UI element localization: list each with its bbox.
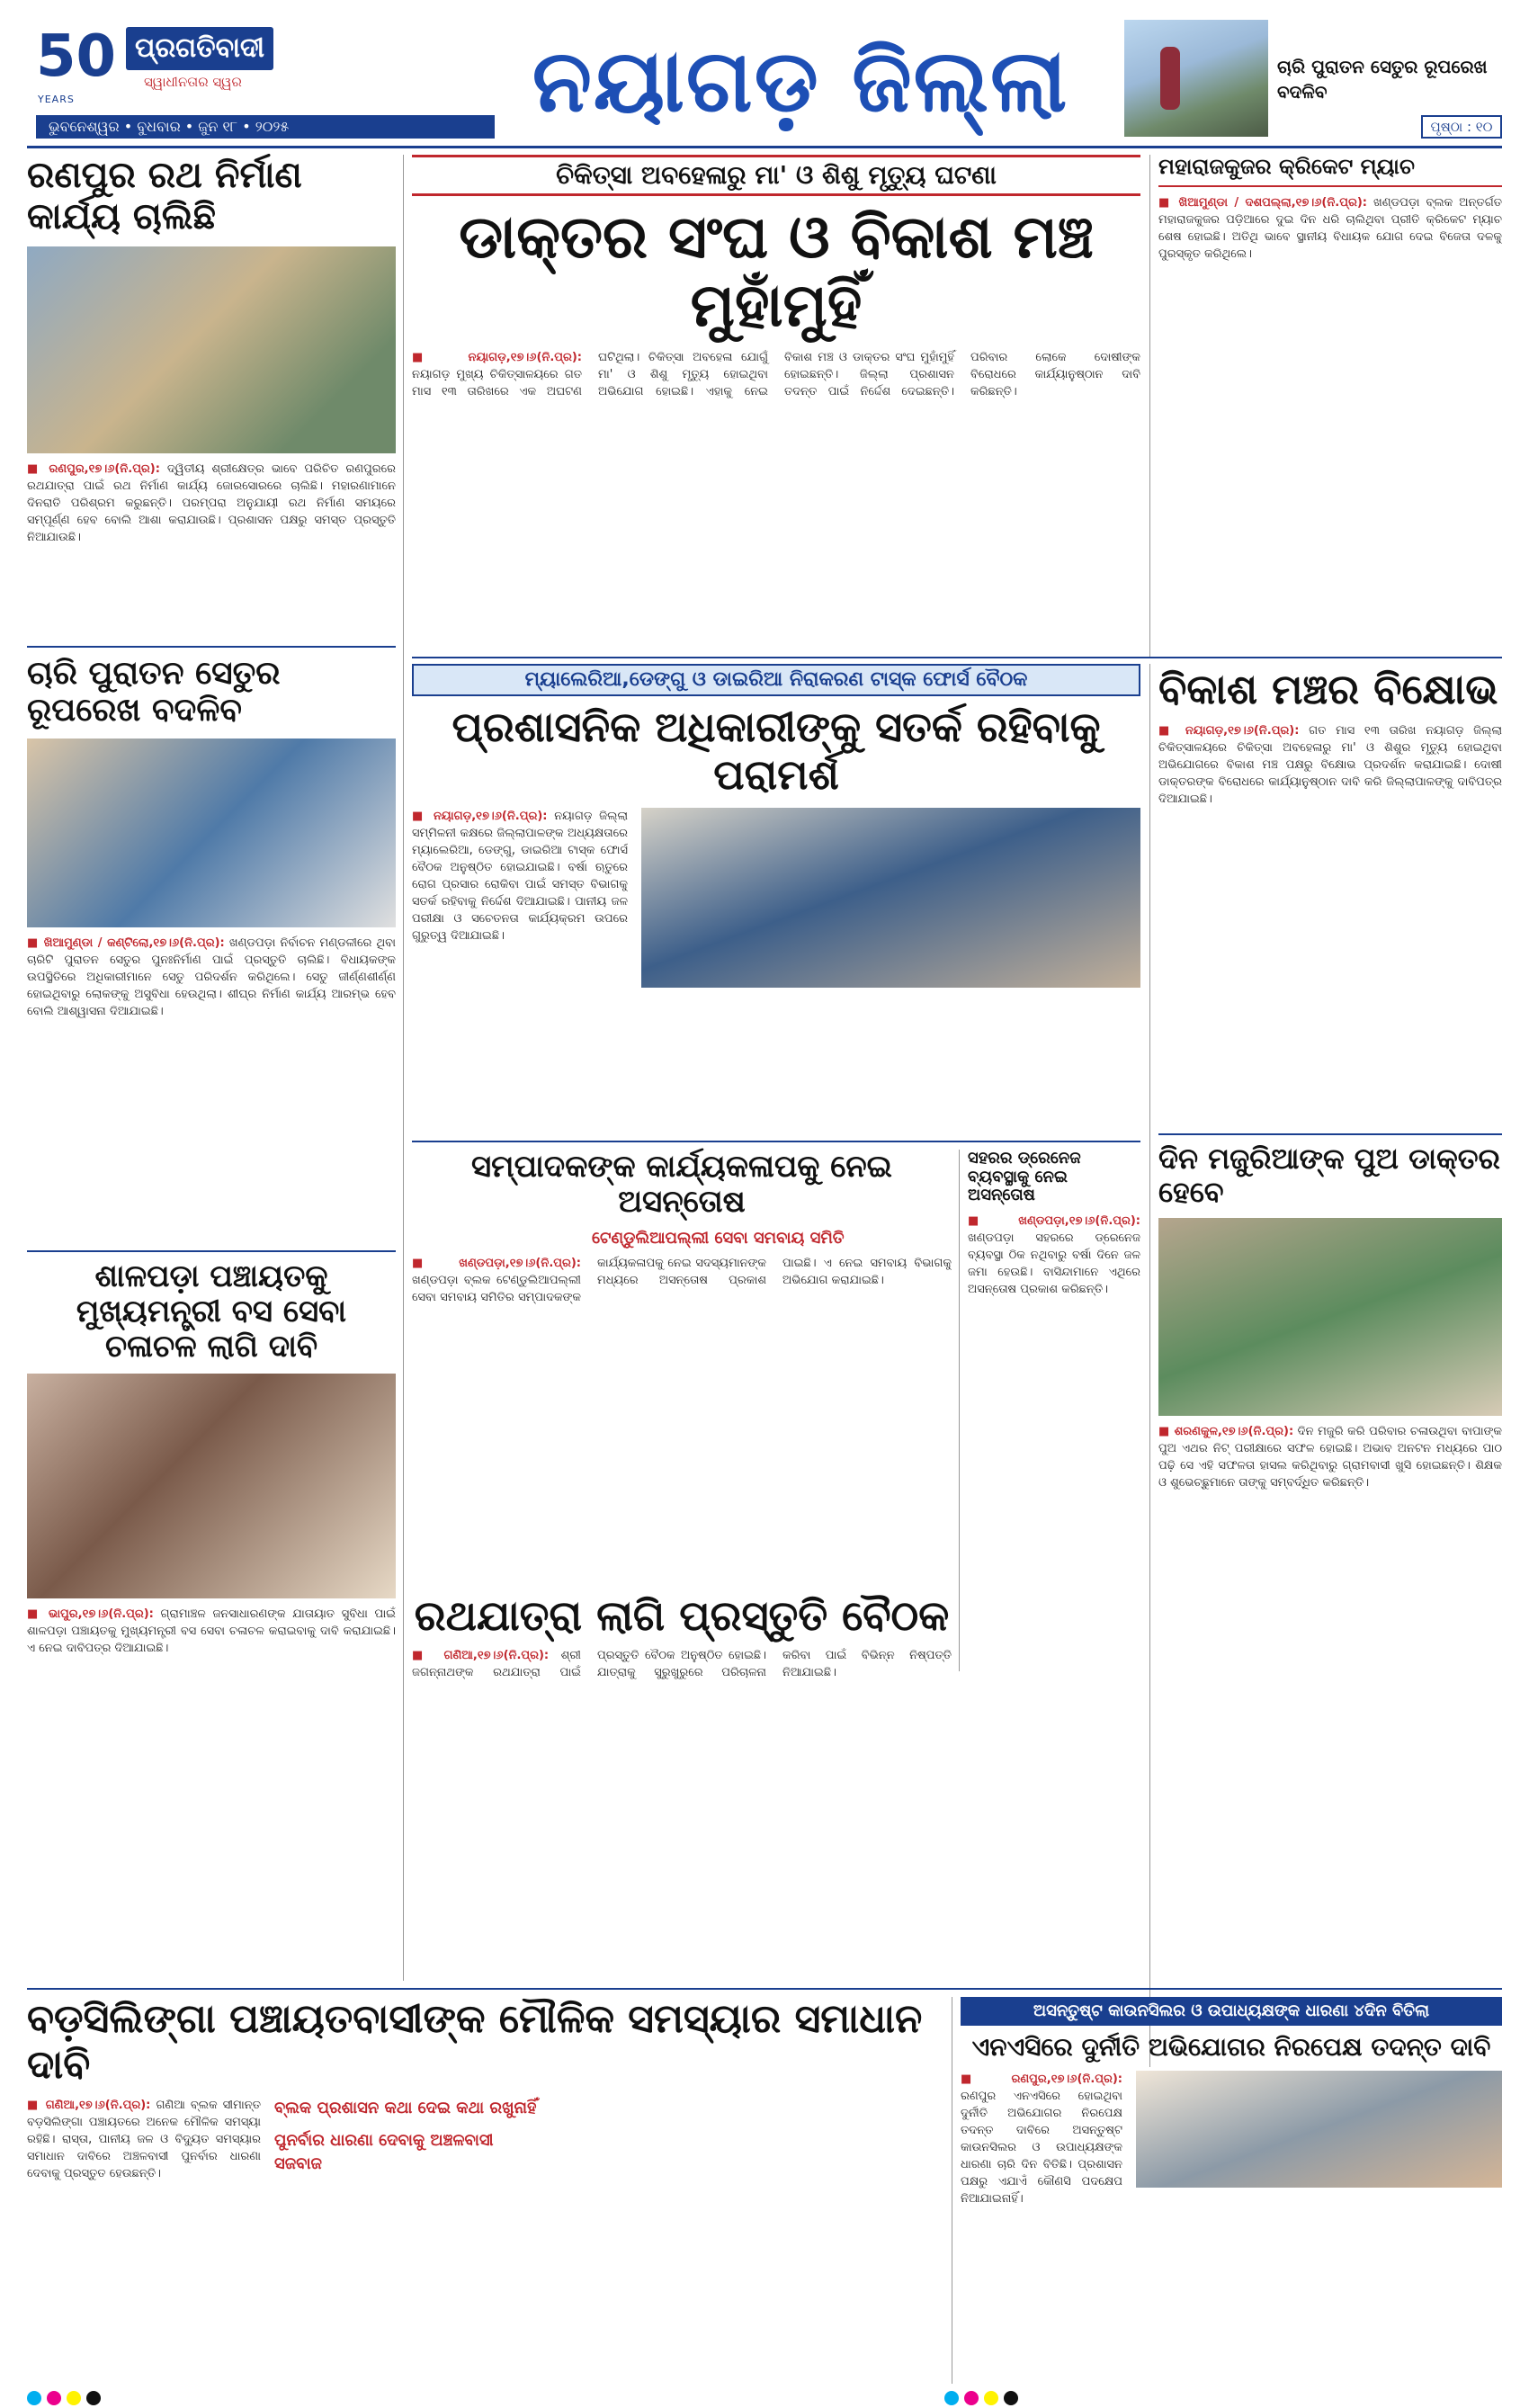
headline: ବିକାଶ ମଞ୍ଚର ବିକ୍ଷୋଭ [1158,665,1498,713]
story-badasilinga [27,1997,944,2408]
headline: ଏନଏସିରେ ଦୁର୍ନୀତି ଅଭିଯୋଗର ନିରପେକ୍ଷ ତଦନ୍ତ ଦାବି [971,2032,1491,2062]
sub-kicker: ଟେଣ୍ଡୁଲିଆପଲ୍ଲୀ ସେବା ସମବାୟ ସମିତି [592,1229,845,1249]
story-malaria [412,664,1140,1222]
story-body [412,1255,952,1525]
yellow-mark [984,2391,998,2405]
bridge-inspection-photo [27,739,396,927]
story-council [961,1997,1502,2359]
paper-tagline: ସ୍ୱାଧୀନତାର ସ୍ୱର [144,74,242,90]
byline: ■ ନୟାଗଡ଼,୧୭।୬(ନି.ପ୍ର): [1158,723,1300,738]
byline: ■ ଗଣିଆ,୧୭।୬(ନି.ପ୍ର): [27,2099,151,2113]
logo-years: YEARS [38,94,75,105]
byline: ■ ଶରଣକୁଳ,୧୭।୬(ନି.ପ୍ର): [1158,1424,1294,1438]
divider [27,646,396,648]
body-text: ଗଣିଆ ବ୍ଲକ ସୀମାନ୍ତ ବଡ଼ସିଲିଙ୍ଗା ପଞ୍ଚାୟତରେ ଅନେକ ମୌଳିକ ସମସ୍ୟା ରହିଛି। ରାସ୍ତା, ପାନୀୟ ଜଳ ଓ ବିଦ୍ୟୁତ ସମସ୍ୟାର ସମାଧାନ ଦାବିରେ ଅଞ୍ଚଳବାସୀ ପୁନର୍ବାର ଧାରଣା ଦେବାକୁ ପ୍ରସ୍ତୁତ ହେଉଛନ୍ତି। [27,2099,261,2181]
cyan-mark [944,2391,959,2405]
body-text: ଦିନ ମଜୁରି କରି ପରିବାର ଚଳାଉଥିବା ବାପାଙ୍କ ପୁଅ ଏଥର ନିଟ୍ ପରୀକ୍ଷାରେ ସଫଳ ହୋଇଛି। ଅଭାବ ଅନଟନ ମଧ୍ୟରେ ପାଠ ପଢ଼ି ସେ ଏହି ସଫଳତା ହାସଲ କରିଥିବାରୁ ଗ୍ରାମବାସୀ ଖୁସି ହୋଇଛନ୍ତି। ଶିକ୍ଷକ ଓ ଶୁଭେଚ୍ଛୁମାନେ ତାଙ୍କୁ ସମ୍ବର୍ଦ୍ଧିତ କରିଛନ୍ତି। [1158,1424,1502,1490]
story-body [1158,1423,1502,1945]
masthead [0,0,1529,144]
story-body [27,1606,396,1929]
story-body [1158,194,1502,644]
byline: ■ ଗଣିଆ,୧୭।୬(ନି.ପ୍ର): [412,1648,550,1662]
story-vikash [1158,666,1502,1118]
cyan-mark [27,2391,41,2405]
divider [27,1250,396,1252]
headline: ରଥଯାତ୍ରା ଲାଗି ପ୍ରସ୍ତୁତି ବୈଠକ [414,1591,950,1640]
daily-wage-son-photo [1158,1218,1502,1416]
story-bullets [274,2097,544,2176]
body-text: ଖଣ୍ଡପଡ଼ା ବ୍ଲକ ଟେଣ୍ଡୁଲିଆପଲ୍ଲୀ ସେବା ସମବାୟ ସମିତିର ସମ୍ପାଦକଙ୍କ କାର୍ଯ୍ୟକଳାପକୁ ନେଇ ସଦସ୍ୟମାନଙ୍କ ମଧ୍ୟରେ ଅସନ୍ତୋଷ ପ୍ରକାଶ ପାଇଛି। ଏ ନେଇ ସମବାୟ ବିଭାଗକୁ ଅଭିଯୋଗ କରାଯାଇଛି। [412,1257,952,1305]
body-text: ଗତ ମାସ ୧୩ ତାରିଖ ନୟାଗଡ଼ ଜିଲ୍ଲା ଚିକିତ୍ସାଳୟରେ ଚିକିତ୍ସା ଅବହେଳାରୁ ମା' ଓ ଶିଶୁର ମୃତ୍ୟୁ ହୋଇଥିବା ଅଭିଯୋଗରେ ବିକାଶ ମଞ୍ଚ ପକ୍ଷରୁ ବିକ୍ଷୋଭ ପ୍ରଦର୍ଶନ କରାଯାଇଛି। ଦୋଷୀ ଡାକ୍ତରଙ୍କ ବିରୋଧରେ କାର୍ଯ୍ୟାନୁଷ୍ଠାନ ଦାବି କରି ଜିଲ୍ଲାପାଳଙ୍କୁ ଦାବିପତ୍ର ଦିଆଯାଇଛି। [1158,723,1502,806]
anniversary-logo [36,25,117,88]
divider [412,1141,1140,1142]
headline: ମହାରାଜକୁଜର କ୍ରିକେଟ ମ୍ୟାଚ [1158,155,1502,187]
bullet-2: ପୁନର୍ବାର ଧାରଣା ଦେବାକୁ ଅଞ୍ଚଳବାସୀ ସଜବାଜ [274,2131,494,2174]
print-registration-marks [0,2388,1529,2408]
story-rathayatra [412,1592,952,1944]
byline: ■ ନୟାଗଡ଼,୧୭।୬(ନି.ପ୍ର): [412,809,548,823]
headline: ଶାଳପଡ଼ା ପଞ୍ଚାୟତକୁ ମୁଖ୍ୟମନ୍ତ୍ରୀ ବସ ସେବା ଚଳାଚଳ ଲାଗି ଦାବି [76,1258,347,1365]
column-rule [1149,664,1150,2067]
kicker: ଚିକିତ୍ସା ଅବହେଳାରୁ ମା' ଓ ଶିଶୁ ମୃତ୍ୟୁ ଘଟଣା [412,155,1140,196]
headline: ଡାକ୍ତର ସଂଘ ଓ ବିକାଶ ମଞ୍ଚ ମୁହାଁମୁହିଁ [459,202,1094,340]
story-body [961,2071,1122,2359]
task-force-meeting-photo [641,808,1140,988]
story-body [412,1647,952,1944]
headline: ପ୍ରଶାସନିକ ଅଧିକାରୀଙ୍କୁ ସତର୍କ ରହିବାକୁ ପରାମର୍ଶ [452,703,1101,799]
column-rule [1149,155,1150,658]
story-cricket [1158,155,1502,644]
body-text: ରଣପୁର ଏନଏସିରେ ହୋଇଥିବା ଦୁର୍ନୀତି ଅଭିଯୋଗର ନିରପେକ୍ଷ ତଦନ୍ତ ଦାବିରେ ଅସନ୍ତୁଷ୍ଟ କାଉନସିଲର ଓ ଉପାଧ୍ୟକ୍ଷଙ୍କ ଧାରଣା ଚାରି ଦିନ ବିତିଛି। ପ୍ରଶାସନ ପକ୍ଷରୁ ଏଯାଏଁ କୌଣସି ପଦକ୍ଷେପ ନିଆଯାଇନାହିଁ। [961,2090,1122,2207]
story-content [27,2097,944,2408]
edition-title: ନୟାଗଡ଼ ଜିଲ୍ଲା [532,31,1069,131]
divider [1158,1133,1502,1135]
magenta-mark [964,2391,979,2405]
headline: ସହରର ଡ୍ରେନେଜ ବ୍ୟବସ୍ଥାକୁ ନେଇ ଅସନ୍ତୋଷ [968,1149,1081,1205]
body-text: ଖଣ୍ଡପଡ଼ା ସହରରେ ଡ୍ରେନେଜ ବ୍ୟବସ୍ଥା ଠିକ ନଥିବାରୁ ବର୍ଷା ଦିନେ ଜଳ ଜମା ହେଉଛି। ବାସିନ୍ଦାମାନେ ଏଥିରେ ଅସନ୍ତୋଷ ପ୍ରକାଶ କରିଛନ୍ତି। [968,1231,1140,1297]
dateline: ଭୁବନେଶ୍ୱର • ବୁଧବାର • ଜୁନ ୧୮ • ୨୦୨୫ [36,115,495,139]
story-drainage [968,1150,1140,1680]
body-text: ଖଣ୍ଡପଡ଼ା ନିର୍ବାଚନ ମଣ୍ଡଳୀରେ ଥିବା ଚାରିଟି ପୁରାତନ ସେତୁର ପୁନଃନିର୍ମାଣ ପାଇଁ ପ୍ରସ୍ତୁତି ଚାଲିଛି। ବିଧାୟକଙ୍କ ଉପସ୍ଥିତିରେ ଅଧିକାରୀମାନେ ସେତୁ ପରିଦର୍ଶନ କରିଥିଲେ। ସେତୁ ଜୀର୍ଣ୍ଣଶୀର୍ଣ୍ଣ ହୋଇଥିବାରୁ ଲୋକଙ୍କୁ ଅସୁବିଧା ହେଉଥିଲା। ଶୀଘ୍ର ନିର୍ମାଣ କାର୍ଯ୍ୟ ଆରମ୍ଭ ହେବ ବୋଲି ଆଶ୍ୱାସନା ଦିଆଯାଇଛି। [27,935,396,1018]
byline: ■ ରଣପୁର,୧୭।୬(ନି.ପ୍ର): [27,462,160,476]
kicker: ମ୍ୟାଲେରିଆ,ଡେଙ୍ଗୁ ଓ ଡାଇରିଆ ନିରାକରଣ ଟାସ୍କ ଫୋର୍ସ ବୈଠକ [412,664,1140,696]
story-body-continued [558,2097,944,2408]
story-shalapada [27,1259,396,1929]
black-mark [1004,2391,1018,2405]
headline: ରଣପୁର ରଥ ନିର୍ମାଣ କାର୍ଯ୍ୟ ଚାଲିଛି [27,155,302,237]
page-number: ପୃଷ୍ଠା : ୧୦ [1421,115,1502,139]
byline: ■ ଖଣ୍ଡପଡ଼ା,୧୭।୬(ନି.ପ୍ର): [968,1214,1140,1229]
byline: ■ ଖଣ୍ଡପଡ଼ା,୧୭।୬(ନି.ପ୍ର): [412,1257,581,1271]
body-text: ଶ୍ରୀ ଜଗନ୍ନାଥଙ୍କ ରଥଯାତ୍ରା ପାଇଁ ପ୍ରସ୍ତୁତି ବୈଠକ ଅନୁଷ୍ଠିତ ହୋଇଛି। ଯାତ୍ରାକୁ ସୁରୁଖୁରୁରେ ପରିଚାଳନା କରିବା ପାଇଁ ବିଭିନ୍ନ ନିଷ୍ପତ୍ତି ନିଆଯାଇଛି। [412,1648,952,1679]
divider [412,657,1502,658]
story-ranpur [27,155,396,685]
story-content [961,2071,1502,2359]
ranpur-chariot-photo [27,246,396,453]
body-text: ଗ୍ରାମାଞ୍ଚଳ ଜନସାଧାରଣଙ୍କ ଯାତାୟାତ ସୁବିଧା ପାଇଁ ଶାଳପଡ଼ା ପଞ୍ଚାୟତକୁ ମୁଖ୍ୟମନ୍ତ୍ରୀ ବସ ସେବା ଚଳାଚଳ କରାଇବାକୁ ଦାବି କରାଯାଇଛି। ଏ ନେଇ ଦାବିପତ୍ର ଦିଆଯାଇଛି। [27,1607,396,1656]
body-text: ନୟାଗଡ଼ ମୁଖ୍ୟ ଚିକିତ୍ସାଳୟରେ ଗତ ମାସ ୧୩ ତାରିଖରେ ଏକ ଅଘଟଣ ଘଟିଥିଲା। ଚିକିତ୍ସା ଅବହେଳା ଯୋଗୁଁ ମା' ଓ ଶିଶୁ ମୃତ୍ୟୁ ହୋଇଥିବା ଅଭିଯୋଗ ହୋଇଛି। ଏହାକୁ ନେଇ ବିକାଶ ମଞ୍ଚ ଓ ଡାକ୍ତର ସଂଘ ମୁହାଁମୁହିଁ ହୋଇଛନ୍ତି। ଜିଲ୍ଲା ପ୍ରଶାସନ ତଦନ୍ତ ପାଇଁ ନିର୍ଦ୍ଦେଶ ଦେଇଛନ୍ତି। ପରିବାର ଲୋକେ ଦୋଷୀଙ୍କ ବିରୋଧରେ କାର୍ଯ୍ୟାନୁଷ୍ଠାନ ଦାବି କରିଛନ୍ତି। [412,350,1140,398]
body-text: ଦ୍ୱିତୀୟ ଶ୍ରୀକ୍ଷେତ୍ର ଭାବେ ପରିଚିତ ରଣପୁରରେ ରଥଯାତ୍ରା ପାଇଁ ରଥ ନିର୍ମାଣ କାର୍ଯ୍ୟ ଜୋରସୋରରେ ଚାଲିଛି। ମହାରଣାମାନେ ଦିନରାତି ପରିଶ୍ରମ କରୁଛନ୍ତି। ପରମ୍ପରା ଅନୁଯାୟୀ ରଥ ନିର୍ମାଣ ସମୟରେ ସମ୍ପୂର୍ଣ୍ଣ ହେବ ବୋଲି ଆଶା କରାଯାଉଛି। ପ୍ରଶାସନ ପକ୍ଷରୁ ସମସ୍ତ ପ୍ରସ୍ତୁତି ନିଆଯାଉଛି। [27,462,396,544]
column-rule [403,155,404,1981]
story-body [1158,722,1502,1118]
logo-number: 50 [36,23,117,90]
promo-photo [1124,20,1268,137]
byline: ■ ରଣପୁର,୧୭।୬(ନି.ପ୍ର): [961,2072,1122,2087]
black-mark [86,2391,101,2405]
story-body [412,349,1140,673]
byline: ■ ନୟାଗଡ଼,୧୭।୬(ନି.ପ୍ର): [412,350,582,364]
story-body [27,461,396,685]
promo-text: ଚାରି ପୁରାତନ ସେତୁର ରୂପରେଖ ବଦଳିବ [1277,56,1488,103]
dharna-photo [1136,2071,1502,2188]
byline: ■ ଖିଆମୁଣ୍ଡା / କଣ୍ଟିଲୋ,୧୭।୬(ନି.ପ୍ର): [27,935,225,950]
body-text: ନୟାଗଡ଼ ଜିଲ୍ଲା ସମ୍ମିଳନୀ କକ୍ଷରେ ଜିଲ୍ଲାପାଳଙ୍କ ଅଧ୍ୟକ୍ଷତାରେ ମ୍ୟାଲେରିଆ, ଡେଙ୍ଗୁ, ଡାଇରିଆ ଟାସ୍କ ଫୋର୍ସ ବୈଠକ ଅନୁଷ୍ଠିତ ହୋଇଯାଇଛି। ବର୍ଷା ଋତୁରେ ରୋଗ ପ୍ରସାର ରୋକିବା ପାଇଁ ସମସ୍ତ ବିଭାଗକୁ ସତର୍କ ରହିବାକୁ ନିର୍ଦ୍ଦେଶ ଦିଆଯାଇଛି। ପାନୀୟ ଜଳ ପରୀକ୍ଷା ଓ ସଚେତନତା କାର୍ଯ୍ୟକ୍ରମ ଉପରେ ଗୁରୁତ୍ୱ ଦିଆଯାଇଛି। [412,809,628,943]
headline: ଦିନ ମଜୁରିଆଙ୍କ ପୁଅ ଡାକ୍ତର ହେବେ [1158,1141,1500,1209]
story-body [968,1213,1140,1680]
story-body-continued [1136,2197,1502,2359]
headline: ଚାରି ପୁରାତନ ସେତୁର ରୂପରେଖ ବଦଳିବ [27,655,281,730]
column-rule [959,1150,960,1671]
story-daily-wage [1158,1142,1502,1945]
divider [27,1988,1502,1990]
masthead-divider [27,146,1502,148]
headline: ସମ୍ପାଦକଙ୍କ କାର୍ଯ୍ୟକଳାପକୁ ନେଇ ଅସନ୍ତୋଷ [471,1149,892,1221]
headline: ବଡ଼ସିଲିଙ୍ଗା ପଞ୍ଚାୟତବାସୀଙ୍କ ମୌଳିକ ସମସ୍ୟାର ସମାଧାନ ଦାବି [27,1996,923,2088]
byline: ■ ଭାପୁର,୧୭।୬(ନି.ପ୍ର): [27,1607,154,1622]
yellow-mark [67,2391,81,2405]
bullet-1: ବ୍ଲକ ପ୍ରଶାସନ କଥା ଦେଇ କଥା ରଖୁନାହିଁ [274,2099,537,2118]
story-body [27,2097,261,2408]
story-doctor [412,155,1140,673]
story-body [412,808,628,988]
magenta-mark [47,2391,61,2405]
paper-name: ପ୍ରଗତିବାଦୀ [126,27,273,70]
bus-demand-photo [27,1374,396,1598]
kicker: ଅସନ୍ତୁଷ୍ଟ କାଉନସିଲର ଓ ଉପାଧ୍ୟକ୍ଷଙ୍କ ଧାରଣା ୪ଦିନ ବିତିଲା [961,1997,1502,2026]
byline: ■ ଖିଆମୁଣ୍ଡା / ଦଶପଲ୍ଲା,୧୭।୬(ନି.ପ୍ର): [1158,195,1367,210]
body-text: ଖଣ୍ଡପଡ଼ା ବ୍ଲକ ଅନ୍ତର୍ଗତ ମହାରାଜକୁଜର ପଡ଼ିଆରେ ଦୁଇ ଦିନ ଧରି ଚାଲିଥିବା ପ୍ରୀତି କ୍ରିକେଟ ମ୍ୟାଚ ଶେଷ ହୋଇଛି। ଅତିଥି ଭାବେ ସ୍ଥାନୀୟ ବିଧାୟକ ଯୋଗ ଦେଇ ବିଜେତା ଦଳକୁ ପୁରସ୍କୃତ କରିଥିଲେ। [1158,195,1502,261]
story-editor [412,1150,952,1525]
